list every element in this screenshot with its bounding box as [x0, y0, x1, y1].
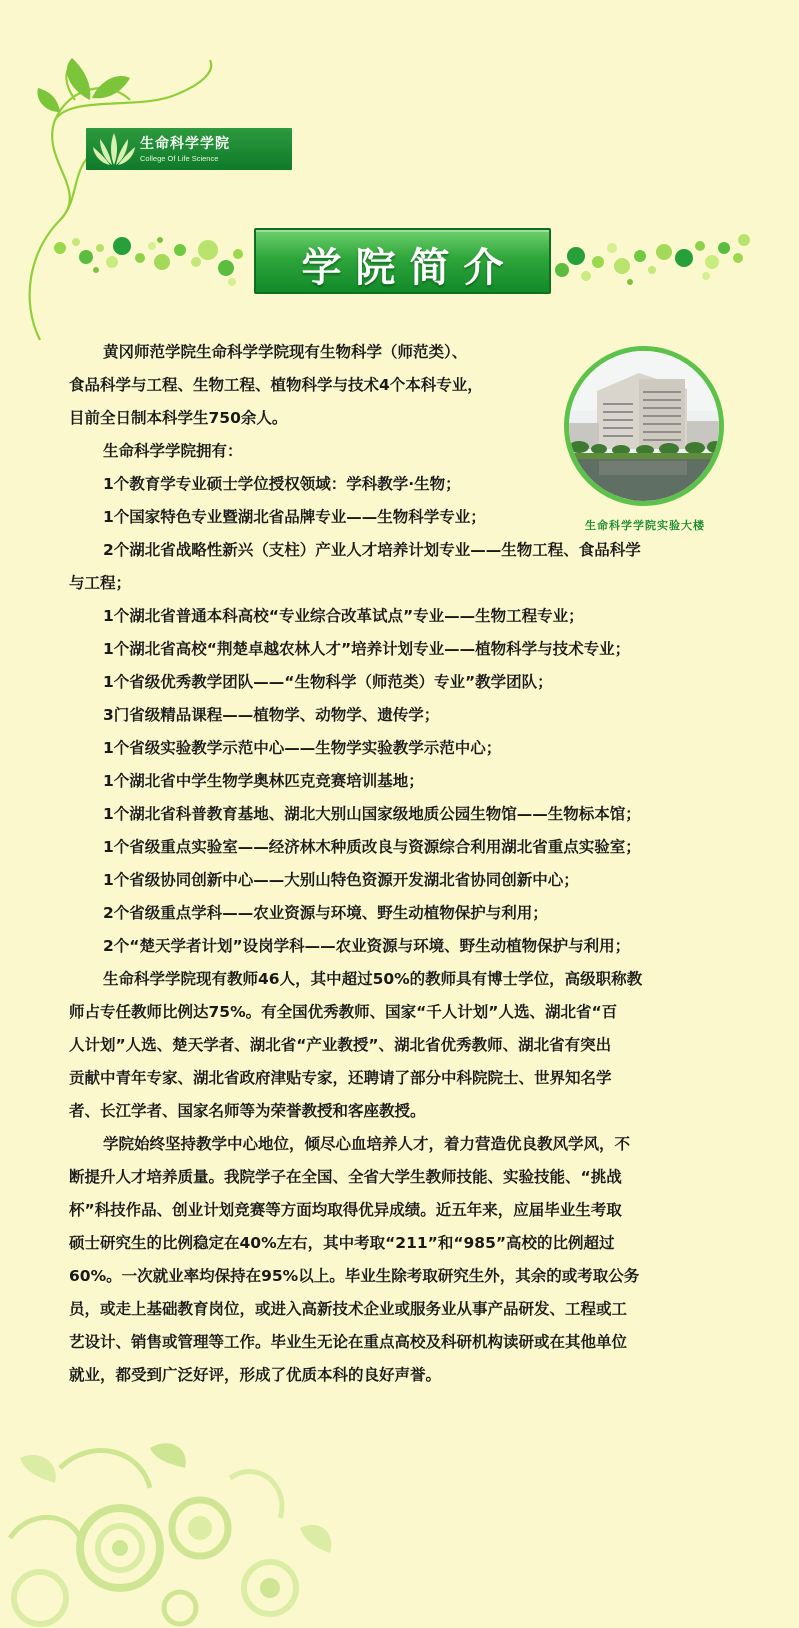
- list-item: 1个省级协同创新中心——大别山特色资源开发湖北省协同创新中心；: [103, 871, 579, 889]
- list-item: 1个湖北省中学生物学奥林匹克竞赛培训基地；: [103, 772, 424, 790]
- college-name: 生命科学学院: [140, 136, 230, 152]
- teaching-line: 杯”科技作品、创业计划竞赛等方面均取得优异成绩。近五年来，应届毕业生考取: [69, 1201, 622, 1219]
- intro-line: 食品科学与工程、生物工程、植物科学与技术4个本科专业，: [69, 376, 483, 394]
- list-item: 1个湖北省科普教育基地、湖北大别山国家级地质公园生物馆——生物标本馆；: [103, 805, 641, 823]
- college-logo-badge: [86, 128, 292, 170]
- list-item: 1个国家特色专业暨湖北省品牌专业——生物科学专业；: [103, 508, 486, 526]
- leaf-logo-icon: [92, 131, 136, 167]
- list-item: 1个教育学专业硕士学位授权领域：学科教学·生物；: [103, 475, 461, 493]
- achievements-list: [69, 534, 729, 1392]
- list-item-continued: 与工程；: [69, 574, 132, 592]
- college-name-english: College Of Life Science: [140, 154, 219, 163]
- teaching-line: 60%。一次就业率均保持在95%以上。毕业生除考取研究生外，其余的或考取公务: [69, 1267, 640, 1285]
- list-item: 1个省级优秀教学团队——“生物科学（师范类）专业”教学团队；: [103, 673, 553, 691]
- teaching-line: 学院始终坚持教学中心地位，倾尽心血培养人才，着力营造优良教风学风，不: [103, 1135, 631, 1153]
- teaching-line: 员，或走上基础教育岗位，或进入高新技术企业或服务业从事产品研发、工程或工: [69, 1300, 628, 1318]
- list-item: 1个省级重点实验室——经济林木种质改良与资源综合利用湖北省重点实验室；: [103, 838, 641, 856]
- teaching-line: 就业，都受到广泛好评，形成了优质本科的良好声誉。: [69, 1366, 442, 1384]
- intro-line: 目前全日制本科学生750余人。: [69, 409, 288, 427]
- list-item: 1个湖北省普通本科高校“专业综合改革试点”专业——生物工程专业；: [103, 607, 584, 625]
- decorative-vine-top: [0, 0, 799, 360]
- page-title-banner: [254, 228, 551, 294]
- list-item: 2个省级重点学科——农业资源与环境、野生动植物保护与利用；: [103, 904, 548, 922]
- teaching-line: 艺设计、销售或管理等工作。毕业生无论在重点高校及科研机构读研或在其他单位: [69, 1333, 628, 1351]
- list-item: 2个湖北省战略性新兴（支柱）产业人才培养计划专业——生物工程、食品科学: [103, 541, 641, 559]
- list-item: 1个湖北省高校“荆楚卓越农林人才”培养计划专业——植物科学与技术专业；: [103, 640, 631, 658]
- list-item: 3门省级精品课程——植物学、动物学、遗传学；: [103, 706, 440, 724]
- photo-caption: 生命科学学院实验大楼: [585, 519, 705, 532]
- faculty-line: 师占专任教师比例达75%。有全国优秀教师、国家“千人计划”人选、湖北省“百: [69, 1003, 618, 1021]
- list-item: 2个“楚天学者计划”设岗学科——农业资源与环境、野生动植物保护与利用；: [103, 937, 631, 955]
- list-item: 1个省级实验教学示范中心——生物学实验教学示范中心；: [103, 739, 502, 757]
- page-title: 学院简介: [301, 245, 518, 291]
- faculty-line: 贡献中青年专家、湖北省政府津贴专家，还聘请了部分中科院院士、世界知名学: [69, 1069, 612, 1087]
- faculty-line: 人计划”人选、楚天学者、湖北省“产业教授”、湖北省优秀教师、湖北省有突出: [69, 1036, 612, 1054]
- intro-paragraph: [69, 336, 486, 534]
- intro-line: 黄冈师范学院生命科学学院现有生物科学（师范类）、: [103, 343, 468, 361]
- faculty-line: 者、长江学者、国家名师等为荣誉教授和客座教授。: [69, 1102, 426, 1120]
- teaching-line: 断提升人才培养质量。我院学子在全国、全省大学生教师技能、实验技能、“挑战: [69, 1168, 622, 1186]
- faculty-line: 生命科学学院现有教师46人，其中超过50%的教师具有博士学位，高级职称教: [103, 970, 643, 988]
- intro-possesses: 生命科学学院拥有：: [103, 442, 243, 460]
- decorative-swirls-bottom: [0, 1428, 340, 1628]
- building-photo: [564, 346, 724, 506]
- teaching-line: 硕士研究生的比例稳定在40%左右，其中考取“211”和“985”高校的比例超过: [69, 1234, 615, 1252]
- building-image: [569, 351, 719, 501]
